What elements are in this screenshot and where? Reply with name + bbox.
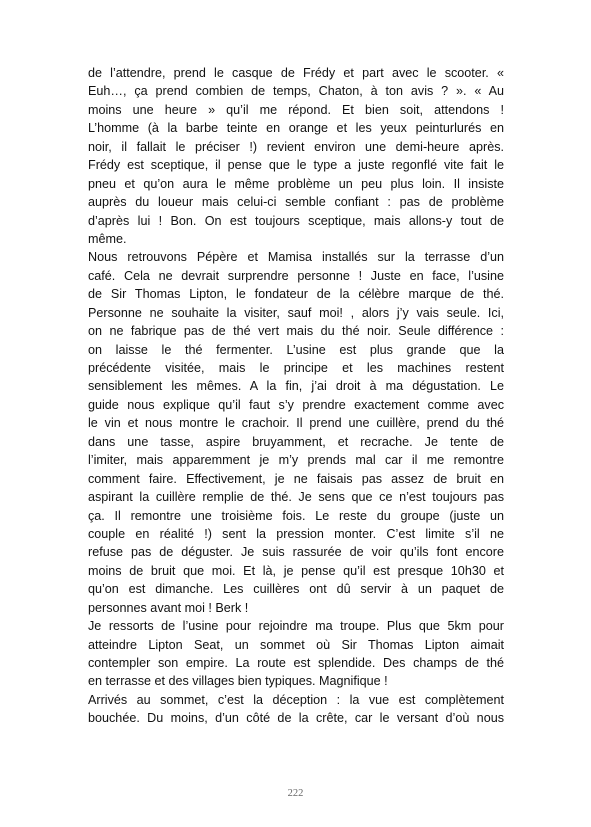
text-line: couple en réalité !) sent la pression monter. C’est limite s’il ne xyxy=(88,526,504,541)
text-line: café. Cela ne devrait surprendre personne ! Juste en face, l’usine xyxy=(88,268,504,283)
page-number: 222 xyxy=(287,788,304,799)
text-line: même. xyxy=(88,231,127,246)
text-line: d’après lui ! Bon. On est toujours sceptique, mais allons-y tout de xyxy=(88,213,504,228)
text-line: guide nous explique qu’il faut s’y prendre exactement comme avec xyxy=(88,397,504,412)
text-line: aspirant la cuillère remplie de thé. Je sens que ce n’est toujours pas xyxy=(88,490,504,505)
text-line: pneu et qu’on aura le même problème un peu plus loin. Il insiste xyxy=(88,176,504,191)
text-line: auprès du loueur mais celui-ci semble confiant : pas de problème xyxy=(88,195,504,210)
text-line: de Sir Thomas Lipton, le fondateur de la célèbre marque de thé. xyxy=(88,287,504,302)
paragraph-1 xyxy=(88,64,504,248)
text-line: personnes avant moi ! Berk ! xyxy=(88,600,249,615)
text-line: on ne fabrique pas de thé vert mais du thé noir. Seule différence : xyxy=(88,324,504,339)
text-line: Frédy est sceptique, il pense que le type a juste regonflé vite fait le xyxy=(88,158,504,173)
text-line: ça. Il remontre une troisième fois. Le reste du groupe (juste un xyxy=(88,508,504,523)
text-line: atteindre Lipton Seat, un sommet où Sir Thomas Lipton aimait xyxy=(88,637,504,652)
text-line: bouchée. Du moins, d’un côté de la crête, car le versant d’où nous xyxy=(88,711,504,726)
text-line: L’homme (à la barbe teinte en orange et les yeux peinturlurés en xyxy=(88,121,504,136)
text-line: sensiblement les mêmes. A la fin, j’ai droit à ma dégustation. Le xyxy=(88,379,504,394)
text-line: moins une heure » qu’il me répond. Et bien soit, attendons ! xyxy=(88,102,504,117)
text-line: dans une tasse, aspire bruyamment, et recrache. Je tente de xyxy=(88,434,504,449)
text-line: en terrasse et des villages bien typiques. Magnifique ! xyxy=(88,674,388,689)
text-line: comment faire. Effectivement, je ne faisais pas assez de bruit en xyxy=(88,471,504,486)
text-line: Nous retrouvons Pépère et Mamisa installés sur la terrasse d’un xyxy=(88,250,504,265)
text-line: moins de bruit que moi. Et là, je pense qu’il est presque 10h30 et xyxy=(88,563,504,578)
text-line: refuse pas de déguster. Je suis rassurée de voir qu’ils font encore xyxy=(88,545,504,560)
text-line: de l’attendre, prend le casque de Frédy et part avec le scooter. « xyxy=(88,66,504,80)
text-line: Personne ne souhaite la visiter, sauf moi! , alors j’y vais seule. Ici, xyxy=(88,305,504,320)
text-line: le vin et nous montre le crachoir. Il prend une cuillère, prend du thé xyxy=(88,416,504,431)
text-line: Euh…, ça prend combien de temps, Chaton, à ton avis ? ». « Au xyxy=(88,84,504,99)
paragraph-3 xyxy=(88,617,504,691)
text-line: précédente visitée, mais le principe et les machines restent xyxy=(88,361,504,375)
text-line: l’imiter, mais apparemment je m’y prends mal car il me remontre xyxy=(88,453,504,468)
text-line: Je ressorts de l’usine pour rejoindre ma troupe. Plus que 5km pour xyxy=(88,619,504,634)
paragraph-2 xyxy=(88,248,504,617)
text-line: noir, il fallait le préciser !) revient environ une demi-heure après. xyxy=(88,139,504,154)
text-line: contempler son empire. La route est splendide. Des champs de thé xyxy=(88,656,504,670)
paragraph-4 xyxy=(88,691,504,728)
body-text xyxy=(88,64,504,728)
text-line: on laisse le thé fermenter. L’usine est plus grande que la xyxy=(88,342,504,357)
text-line: qu’on est dimanche. Les cuillères ont dû servir à un paquet de xyxy=(88,582,504,597)
text-line: Arrivés au sommet, c’est la déception : la vue est complètement xyxy=(88,692,504,707)
